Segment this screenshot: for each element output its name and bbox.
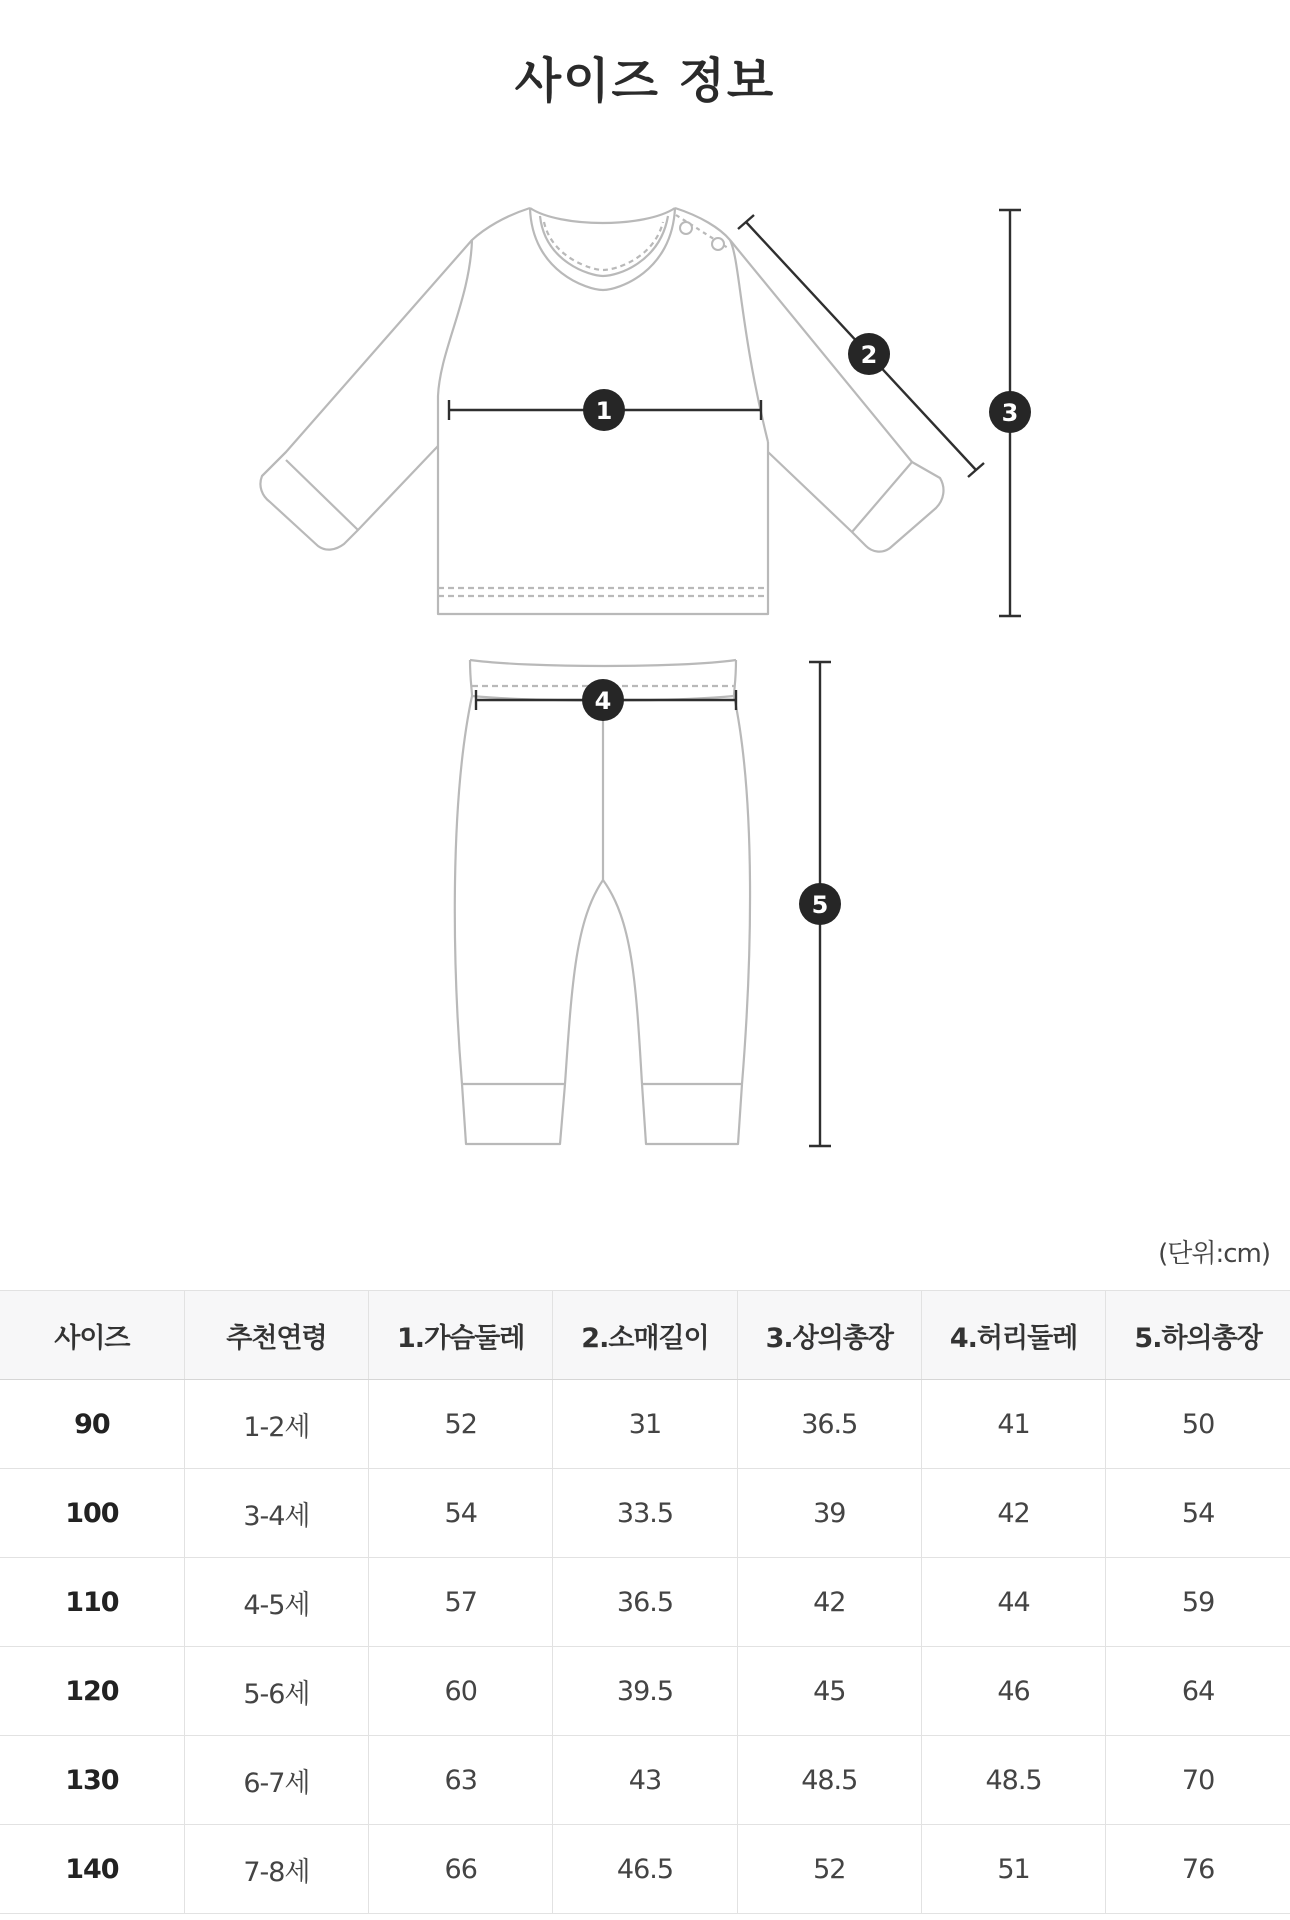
cell-waist: 42 <box>921 1469 1105 1558</box>
marker-5 <box>799 883 841 925</box>
cell-chest: 52 <box>369 1380 553 1469</box>
cell-sleeve: 39.5 <box>553 1647 737 1736</box>
button-icon <box>680 222 692 234</box>
marker-2 <box>848 333 890 375</box>
cell-size: 140 <box>0 1825 184 1914</box>
cell-age: 1-2세 <box>184 1380 368 1469</box>
table-row <box>0 1825 1290 1914</box>
cell-size: 100 <box>0 1469 184 1558</box>
cell-top-length: 48.5 <box>737 1736 921 1825</box>
marker-3 <box>989 391 1031 433</box>
table-row <box>0 1736 1290 1825</box>
table-row <box>0 1558 1290 1647</box>
marker-2-label: 2 <box>860 341 878 369</box>
cell-bottom-length: 64 <box>1106 1647 1290 1736</box>
cell-sleeve: 36.5 <box>553 1558 737 1647</box>
cell-waist: 51 <box>921 1825 1105 1914</box>
cell-size: 120 <box>0 1647 184 1736</box>
cell-top-length: 52 <box>737 1825 921 1914</box>
header-chest: 1.가슴둘레 <box>369 1291 553 1380</box>
header-bottom-length: 5.하의총장 <box>1106 1291 1290 1380</box>
cell-top-length: 39 <box>737 1469 921 1558</box>
cell-waist: 41 <box>921 1380 1105 1469</box>
cell-chest: 54 <box>369 1469 553 1558</box>
cell-top-length: 45 <box>737 1647 921 1736</box>
cell-age: 5-6세 <box>184 1647 368 1736</box>
cell-age: 3-4세 <box>184 1469 368 1558</box>
cell-size: 130 <box>0 1736 184 1825</box>
cell-top-length: 36.5 <box>737 1380 921 1469</box>
header-top-length: 3.상의총장 <box>737 1291 921 1380</box>
cell-waist: 44 <box>921 1558 1105 1647</box>
cell-waist: 48.5 <box>921 1736 1105 1825</box>
cell-sleeve: 33.5 <box>553 1469 737 1558</box>
header-waist: 4.허리둘레 <box>921 1291 1105 1380</box>
marker-1-label: 1 <box>595 397 613 425</box>
page-title: 사이즈 정보 <box>514 53 776 109</box>
table-row <box>0 1469 1290 1558</box>
cell-bottom-length: 70 <box>1106 1736 1290 1825</box>
cell-sleeve: 31 <box>553 1380 737 1469</box>
cell-sleeve: 43 <box>553 1736 737 1825</box>
cell-bottom-length: 54 <box>1106 1469 1290 1558</box>
cell-chest: 57 <box>369 1558 553 1647</box>
cell-top-length: 42 <box>737 1558 921 1647</box>
cell-bottom-length: 50 <box>1106 1380 1290 1469</box>
cell-chest: 63 <box>369 1736 553 1825</box>
marker-5-label: 5 <box>811 891 829 919</box>
table-row <box>0 1647 1290 1736</box>
marker-4-label: 4 <box>594 687 612 715</box>
cell-age: 4-5세 <box>184 1558 368 1647</box>
marker-3-label: 3 <box>1001 399 1019 427</box>
cell-size: 90 <box>0 1380 184 1469</box>
header-age: 추천연령 <box>184 1291 368 1380</box>
table-header-row <box>0 1291 1290 1380</box>
size-table <box>0 1290 1290 1914</box>
unit-label: (단위:cm) <box>1158 1239 1270 1269</box>
pants-outline <box>455 660 750 1144</box>
cell-size: 110 <box>0 1558 184 1647</box>
button-icon <box>712 238 724 250</box>
table-row <box>0 1380 1290 1469</box>
cell-age: 6-7세 <box>184 1736 368 1825</box>
cell-sleeve: 46.5 <box>553 1825 737 1914</box>
header-sleeve: 2.소매길이 <box>553 1291 737 1380</box>
cell-age: 7-8세 <box>184 1825 368 1914</box>
cell-bottom-length: 76 <box>1106 1825 1290 1914</box>
cell-waist: 46 <box>921 1647 1105 1736</box>
cell-chest: 66 <box>369 1825 553 1914</box>
cell-bottom-length: 59 <box>1106 1558 1290 1647</box>
marker-4 <box>582 679 624 721</box>
header-size: 사이즈 <box>0 1291 184 1380</box>
cell-chest: 60 <box>369 1647 553 1736</box>
marker-1 <box>583 389 625 431</box>
